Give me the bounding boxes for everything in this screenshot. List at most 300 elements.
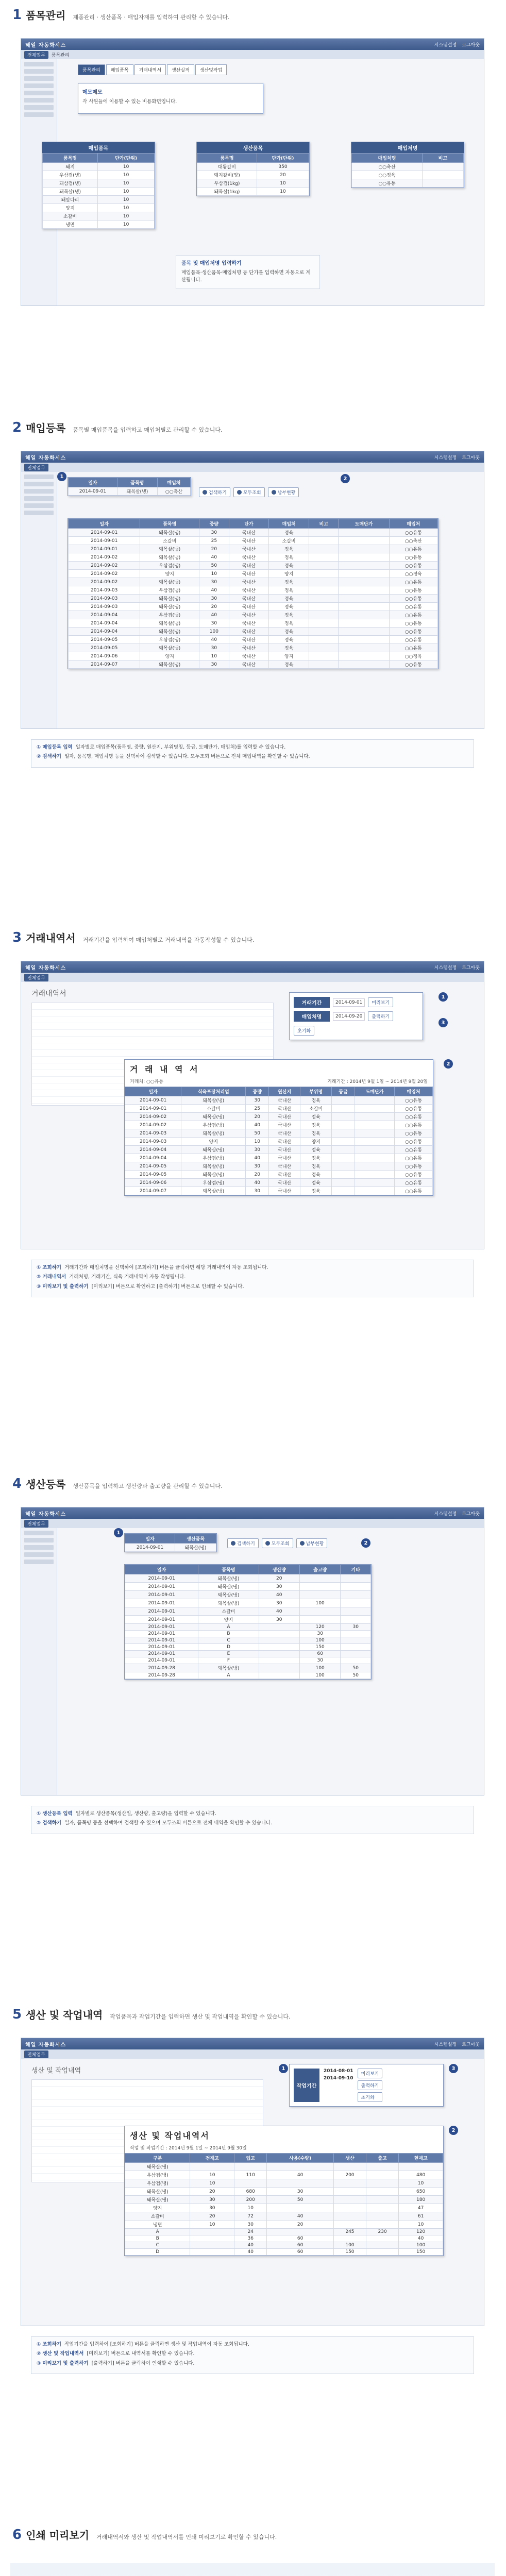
table-cell: 40 bbox=[246, 1154, 269, 1162]
app-window bbox=[21, 451, 484, 729]
form-field[interactable]: 돼목살(냉) bbox=[117, 487, 157, 496]
table-cell bbox=[366, 2249, 399, 2256]
table-cell: 2014-09-01 bbox=[125, 1599, 198, 1607]
memo-text: 각 사원들에 이용할 수 있는 비용화면입니다. bbox=[82, 99, 177, 105]
table-cell: 국내산 bbox=[229, 545, 269, 553]
app-window bbox=[21, 961, 484, 1249]
tab-transactions[interactable]: 거래내역서 bbox=[134, 64, 166, 75]
callout-2: 2 bbox=[341, 474, 350, 483]
logout-link[interactable]: 로그아웃 bbox=[462, 2042, 480, 2047]
app-title: 해일 자동화시스 bbox=[25, 1511, 66, 1517]
app-titlebar bbox=[21, 1507, 484, 1519]
table-cell: 10 bbox=[190, 2179, 234, 2188]
table-row[interactable] bbox=[125, 2249, 443, 2256]
column-header: 매입처명 bbox=[352, 154, 423, 163]
table-row[interactable] bbox=[43, 188, 155, 196]
end-date-field[interactable]: 2014-09-20 bbox=[333, 1012, 365, 1021]
print-button-label: 출력하기 bbox=[372, 1014, 390, 1020]
table-row[interactable] bbox=[125, 2171, 443, 2179]
statement-range: 거래기간 : 2014년 9월 1일 ~ 2014년 9월 20일 bbox=[327, 1079, 428, 1084]
table-cell: 정육 bbox=[269, 636, 309, 644]
table-row[interactable] bbox=[125, 1607, 371, 1616]
table-row[interactable] bbox=[125, 1179, 433, 1187]
table-cell: 국내산 bbox=[269, 1113, 300, 1121]
all-work-chip[interactable]: 전체업무 bbox=[24, 464, 48, 471]
table-row[interactable] bbox=[125, 1129, 433, 1138]
table-row[interactable] bbox=[125, 1657, 371, 1664]
table-cell: 40 bbox=[199, 586, 229, 595]
statement-meta bbox=[125, 1078, 433, 1087]
table-cell: 100 bbox=[299, 1672, 340, 1679]
table-row[interactable] bbox=[69, 611, 438, 619]
all-work-chip[interactable]: 전체업무 bbox=[24, 51, 48, 59]
tab-production[interactable]: 생산실적 bbox=[167, 64, 194, 75]
section-header bbox=[12, 2007, 291, 2022]
print-button[interactable] bbox=[368, 1011, 393, 1021]
end-date-field[interactable]: 2014-09-10 bbox=[324, 2076, 353, 2081]
logout-link[interactable]: 로그아웃 bbox=[462, 42, 480, 48]
table-cell: 10 bbox=[257, 179, 309, 188]
note-tag: ① 생산등록 입력 bbox=[37, 1811, 73, 1817]
table-cell: 10 bbox=[98, 188, 155, 196]
table-row[interactable] bbox=[69, 529, 438, 537]
table-cell: ○○유통 bbox=[395, 1129, 433, 1138]
start-date-field[interactable]: 2014-09-01 bbox=[333, 998, 365, 1007]
table-cell: 국내산 bbox=[229, 660, 269, 669]
statement-vendor: 거래처: ○○유통 bbox=[130, 1079, 164, 1084]
table-row[interactable] bbox=[69, 628, 438, 636]
preview-button-label: 미리보기 bbox=[372, 1001, 390, 1006]
table-row[interactable] bbox=[43, 212, 155, 221]
table-cell: 30 bbox=[259, 1616, 299, 1624]
table-cell: 10 bbox=[98, 196, 155, 204]
table-cell: 100 bbox=[299, 1637, 340, 1644]
note-text: 일자별로 생산품목(생산일, 생산량, 출고량)을 입력할 수 있습니다. bbox=[75, 1811, 216, 1817]
app-subbar bbox=[21, 463, 484, 472]
table-row[interactable] bbox=[125, 1154, 433, 1162]
table-cell: 2014-09-01 bbox=[125, 1637, 198, 1644]
table-cell bbox=[355, 1179, 395, 1187]
table-row[interactable] bbox=[43, 163, 155, 171]
table-row[interactable] bbox=[125, 2221, 443, 2229]
table-cell bbox=[259, 1637, 299, 1644]
table-cell: 2014-09-06 bbox=[69, 652, 140, 660]
table-row[interactable] bbox=[125, 1599, 371, 1607]
note-row bbox=[37, 2341, 468, 2348]
column-header: 품목명 bbox=[140, 519, 199, 529]
table-row[interactable] bbox=[197, 163, 309, 171]
sidebar bbox=[21, 1528, 57, 1795]
table-cell: 30 bbox=[199, 529, 229, 537]
table-cell: 정육 bbox=[300, 1113, 332, 1121]
table-cell: 정육 bbox=[269, 553, 309, 562]
table-cell bbox=[355, 1187, 395, 1195]
table-cell bbox=[190, 2235, 234, 2242]
settings-link[interactable]: 시스템설정 bbox=[434, 965, 457, 971]
section-header bbox=[12, 2527, 277, 2543]
table-row[interactable] bbox=[125, 2229, 443, 2235]
settings-link[interactable]: 시스템설정 bbox=[434, 1511, 457, 1517]
view-all-button[interactable] bbox=[233, 487, 265, 497]
table-row[interactable] bbox=[125, 2242, 443, 2249]
table-row[interactable] bbox=[125, 1631, 371, 1637]
table-cell: 2014-09-28 bbox=[125, 1672, 198, 1679]
app-window bbox=[21, 2038, 484, 2326]
table-row[interactable] bbox=[69, 553, 438, 562]
column-header: 일자 bbox=[69, 519, 140, 529]
section-description: 제품관리 · 생산품목 · 매입자재를 입력하여 관리할 수 있습니다. bbox=[73, 14, 230, 21]
table-cell: 돼목살(냉) bbox=[198, 1583, 259, 1591]
work-doc-range: 작업 및 작업기간 : 2014년 9월 1일 ~ 2014년 9월 30일 bbox=[130, 2146, 247, 2151]
table-row[interactable] bbox=[125, 1583, 371, 1591]
table-cell: C bbox=[198, 1637, 259, 1644]
production-items-table bbox=[197, 153, 309, 196]
table-cell: 2014-09-05 bbox=[69, 636, 140, 644]
table-row[interactable] bbox=[125, 1113, 433, 1121]
table-cell: ○○유통 bbox=[395, 1154, 433, 1162]
column-header: 품목명 bbox=[197, 154, 257, 163]
section-item-management bbox=[0, 7, 506, 316]
table-cell: D bbox=[125, 2249, 190, 2256]
column-header: 단가(단위) bbox=[257, 154, 309, 163]
table-cell bbox=[339, 570, 389, 578]
reset-button[interactable] bbox=[358, 2092, 383, 2102]
section-header bbox=[12, 1476, 223, 1492]
table-cell: 10 bbox=[257, 188, 309, 196]
table-row[interactable] bbox=[125, 1664, 371, 1672]
table-row[interactable] bbox=[69, 570, 438, 578]
column-header: 일자 bbox=[125, 1565, 198, 1574]
logout-link[interactable]: 로그아웃 bbox=[462, 455, 480, 461]
table-cell: 소갈비 bbox=[269, 537, 309, 545]
preview-button[interactable] bbox=[358, 2069, 383, 2078]
table-cell: 돼목살(1kg) bbox=[197, 188, 257, 196]
payment-status-label: 납부현황 bbox=[277, 490, 296, 496]
table-cell bbox=[355, 1154, 395, 1162]
table-cell bbox=[341, 1607, 371, 1616]
logout-link[interactable]: 로그아웃 bbox=[462, 965, 480, 971]
table-cell: 2014-09-02 bbox=[125, 1121, 181, 1129]
table-cell: 돼목살(냉) bbox=[140, 619, 199, 628]
logout-link[interactable]: 로그아웃 bbox=[462, 1511, 480, 1517]
entry-form-table[interactable] bbox=[125, 1534, 216, 1552]
preview-button[interactable] bbox=[368, 997, 393, 1007]
table-cell: 30 bbox=[246, 1162, 269, 1171]
table-row[interactable] bbox=[43, 196, 155, 204]
table-row[interactable] bbox=[125, 1096, 433, 1105]
table-cell: 30 bbox=[199, 578, 229, 586]
note-title: 품목 및 매입처명 입력하기 bbox=[181, 261, 242, 266]
form-field[interactable]: 돼목살(냉) bbox=[175, 1544, 216, 1552]
table-cell: 정육 bbox=[300, 1171, 332, 1179]
all-work-chip[interactable]: 전체업무 bbox=[24, 2050, 48, 2058]
table-cell: 국내산 bbox=[229, 611, 269, 619]
table-cell bbox=[366, 2235, 399, 2242]
table-cell: 30 bbox=[299, 1657, 340, 1664]
table-row[interactable] bbox=[69, 537, 438, 545]
app-titlebar bbox=[21, 961, 484, 973]
table-row[interactable] bbox=[125, 2188, 443, 2196]
callout-1: 1 bbox=[114, 1528, 123, 1537]
table-cell: 2014-09-01 bbox=[125, 1644, 198, 1651]
table-row[interactable] bbox=[43, 204, 155, 212]
table-cell: 2014-09-05 bbox=[125, 1162, 181, 1171]
table-cell: ○○유통 bbox=[389, 619, 437, 628]
table-row[interactable] bbox=[69, 644, 438, 652]
table-cell: F bbox=[198, 1657, 259, 1664]
table-cell: 10 bbox=[399, 2179, 443, 2188]
table-row[interactable] bbox=[125, 2235, 443, 2242]
table-cell: 우삼겹(냉) bbox=[43, 171, 98, 179]
search-button[interactable] bbox=[227, 1538, 259, 1548]
chart-icon bbox=[272, 490, 276, 495]
table-cell: 40 bbox=[199, 636, 229, 644]
print-button[interactable] bbox=[358, 2080, 383, 2090]
table-row[interactable] bbox=[352, 171, 464, 179]
table-cell bbox=[309, 603, 339, 611]
settings-link[interactable]: 시스템설정 bbox=[434, 455, 457, 461]
table-cell: 정육 bbox=[269, 529, 309, 537]
table-row[interactable] bbox=[352, 163, 464, 171]
table-cell: 30 bbox=[190, 2204, 234, 2212]
note-tag: ② 거래내역서 bbox=[37, 1274, 66, 1280]
reset-button[interactable] bbox=[294, 1026, 314, 1036]
section-title: 품목관리 bbox=[26, 9, 66, 22]
table-cell bbox=[355, 1121, 395, 1129]
table-cell: 돼목살(냉) bbox=[198, 1574, 259, 1583]
table-cell bbox=[339, 652, 389, 660]
table-cell: 72 bbox=[234, 2212, 267, 2221]
table-row[interactable] bbox=[125, 1162, 433, 1171]
settings-link[interactable]: 시스템설정 bbox=[434, 42, 457, 48]
start-date-field[interactable]: 2014-08-01 bbox=[324, 2069, 353, 2074]
table-row[interactable] bbox=[197, 179, 309, 188]
table-row[interactable] bbox=[352, 179, 464, 188]
column-header: 원산지 bbox=[269, 1087, 300, 1096]
table-row[interactable] bbox=[43, 171, 155, 179]
column-header: 중량 bbox=[199, 519, 229, 529]
table-row[interactable] bbox=[125, 1105, 433, 1113]
table-row[interactable] bbox=[125, 1146, 433, 1154]
table-cell: 돼목살(냉) bbox=[181, 1187, 246, 1195]
table-cell bbox=[366, 2204, 399, 2212]
tab-purchase-items[interactable]: 매입품목 bbox=[106, 64, 133, 75]
table-cell bbox=[267, 2229, 334, 2235]
table-cell bbox=[309, 611, 339, 619]
table-row[interactable] bbox=[69, 652, 438, 660]
table-row[interactable] bbox=[125, 2163, 443, 2171]
table-cell bbox=[333, 2221, 366, 2229]
table-cell: 100 bbox=[299, 1664, 340, 1672]
table-cell: ○○유통 bbox=[389, 636, 437, 644]
tab-work[interactable]: 생산및작업 bbox=[195, 64, 227, 75]
table-row[interactable] bbox=[125, 1574, 371, 1583]
table-cell bbox=[332, 1096, 355, 1105]
form-field[interactable]: 2014-09-01 bbox=[125, 1544, 175, 1552]
table-cell: 양지 bbox=[125, 2204, 190, 2212]
table-cell: 650 bbox=[399, 2188, 443, 2196]
table-cell: ○○축산 bbox=[389, 537, 437, 545]
note-tag: ② 검색하기 bbox=[37, 1820, 62, 1826]
app-title: 해일 자동화시스 bbox=[25, 455, 66, 461]
table-cell: 국내산 bbox=[229, 595, 269, 603]
table-row[interactable] bbox=[125, 1591, 371, 1599]
note-text: 작업기간을 입력하여 [조회하기] 버튼을 클릭하면 생산 및 작업내역이 자동 조회됩니다. bbox=[64, 2342, 249, 2347]
table-row[interactable] bbox=[125, 1121, 433, 1129]
table-cell: 정육 bbox=[269, 628, 309, 636]
table-cell bbox=[190, 2249, 234, 2256]
form-label: 일자 bbox=[125, 1534, 175, 1544]
work-notes bbox=[31, 2336, 474, 2374]
table-row[interactable] bbox=[125, 2212, 443, 2221]
table-cell bbox=[299, 1574, 340, 1583]
form-label: 일자 bbox=[69, 478, 117, 487]
entry-form-table[interactable] bbox=[68, 478, 191, 496]
table-cell bbox=[259, 1644, 299, 1651]
query-panel bbox=[289, 2064, 444, 2107]
table-row[interactable] bbox=[43, 221, 155, 229]
table-cell bbox=[341, 1616, 371, 1624]
table-cell: 정육 bbox=[300, 1154, 332, 1162]
column-header: 구분 bbox=[125, 2154, 190, 2163]
note-tag: ① 조회하기 bbox=[37, 2342, 62, 2347]
table-cell: 40 bbox=[399, 2235, 443, 2242]
section-number: 6 bbox=[12, 2527, 22, 2543]
all-work-chip[interactable]: 전체업무 bbox=[24, 974, 48, 981]
section-print-preview bbox=[0, 2527, 506, 2576]
column-header: 식육포장처리업 bbox=[181, 1087, 246, 1096]
table-cell bbox=[309, 553, 339, 562]
table-row[interactable] bbox=[69, 545, 438, 553]
panel-production-items bbox=[196, 142, 310, 196]
table-row[interactable] bbox=[125, 2196, 443, 2204]
table-cell bbox=[309, 529, 339, 537]
table-row[interactable] bbox=[197, 188, 309, 196]
table-row[interactable] bbox=[69, 660, 438, 669]
table-cell: 20 bbox=[267, 2221, 334, 2229]
table-cell bbox=[339, 553, 389, 562]
tab-item-management[interactable]: 품목관리 bbox=[78, 64, 105, 75]
note-tag: ② 검색하기 bbox=[37, 754, 62, 760]
table-row[interactable] bbox=[125, 1138, 433, 1146]
search-button[interactable] bbox=[199, 487, 230, 497]
all-work-chip[interactable]: 전체업무 bbox=[24, 1520, 48, 1528]
table-cell bbox=[341, 1631, 371, 1637]
column-header: 매입처 bbox=[395, 1087, 433, 1096]
section-title: 매입등록 bbox=[26, 422, 66, 434]
table-row[interactable] bbox=[125, 1651, 371, 1657]
table-cell: 정육 bbox=[269, 595, 309, 603]
table-row[interactable] bbox=[69, 595, 438, 603]
table-cell bbox=[309, 545, 339, 553]
table-row[interactable] bbox=[125, 2204, 443, 2212]
table-cell: 양지 bbox=[140, 652, 199, 660]
table-cell: 40 bbox=[259, 1591, 299, 1599]
table-cell bbox=[355, 1096, 395, 1105]
table-cell bbox=[309, 636, 339, 644]
payment-status-button[interactable] bbox=[268, 487, 299, 497]
table-cell: 40 bbox=[246, 1179, 269, 1187]
section-number: 2 bbox=[12, 420, 22, 435]
form-label: 매입처 bbox=[157, 478, 190, 487]
table-cell bbox=[190, 2242, 234, 2249]
section-title: 생산 및 작업내역 bbox=[26, 2009, 103, 2021]
table-cell: ○○유통 bbox=[389, 628, 437, 636]
table-cell: 정육 bbox=[300, 1129, 332, 1138]
table-cell: ○○유통 bbox=[395, 1179, 433, 1187]
table-row[interactable] bbox=[125, 1616, 371, 1624]
table-cell: ○○유통 bbox=[389, 578, 437, 586]
payment-status-button[interactable] bbox=[296, 1538, 328, 1548]
table-row[interactable] bbox=[125, 1171, 433, 1179]
table-cell bbox=[309, 652, 339, 660]
note-tag: ③ 미리보기 및 출력하기 bbox=[37, 1283, 89, 1290]
table-cell: 우삼겹(냉) bbox=[181, 1121, 246, 1129]
form-field[interactable]: 2014-09-01 bbox=[69, 487, 117, 496]
section-description: 작업품목과 작업기간을 입력하면 생산 및 작업내역을 확인할 수 있습니다. bbox=[110, 2013, 291, 2020]
table-row[interactable] bbox=[125, 1187, 433, 1195]
screen-title: 생산 및 작업내역 bbox=[31, 2067, 81, 2075]
table-cell bbox=[366, 2196, 399, 2204]
table-row[interactable] bbox=[197, 171, 309, 179]
table-cell: 돼목살(냉) bbox=[181, 1129, 246, 1138]
section-purchase-registration bbox=[0, 420, 506, 822]
table-cell: 2014-09-02 bbox=[69, 570, 140, 578]
table-cell bbox=[339, 578, 389, 586]
table-row[interactable] bbox=[69, 636, 438, 644]
table-cell: 양지 bbox=[300, 1138, 332, 1146]
table-cell: 돼목살(냉) bbox=[140, 628, 199, 636]
reset-button-label: 초기화 bbox=[297, 1029, 311, 1034]
production-table bbox=[125, 1565, 371, 1679]
table-cell bbox=[267, 2163, 334, 2171]
table-cell: 국내산 bbox=[269, 1179, 300, 1187]
table-row[interactable] bbox=[69, 619, 438, 628]
table-row[interactable] bbox=[125, 2179, 443, 2188]
table-cell bbox=[267, 2179, 334, 2188]
table-row[interactable] bbox=[125, 1637, 371, 1644]
table-cell bbox=[333, 2204, 366, 2212]
table-row[interactable] bbox=[43, 179, 155, 188]
table-cell: C bbox=[125, 2242, 190, 2249]
view-all-button[interactable] bbox=[262, 1538, 293, 1548]
panel-purchase-items bbox=[42, 142, 155, 229]
table-cell: 국내산 bbox=[229, 603, 269, 611]
table-cell bbox=[190, 2229, 234, 2235]
period-label: 거래기간 bbox=[294, 997, 330, 1008]
table-cell: 정육 bbox=[269, 545, 309, 553]
table-row[interactable] bbox=[69, 603, 438, 611]
table-row[interactable] bbox=[69, 562, 438, 570]
form-field[interactable]: ○○축산 bbox=[157, 487, 190, 496]
table-row[interactable] bbox=[125, 1672, 371, 1679]
table-cell: 40 bbox=[234, 2249, 267, 2256]
table-row[interactable] bbox=[125, 1644, 371, 1651]
settings-link[interactable]: 시스템설정 bbox=[434, 2042, 457, 2047]
table-cell bbox=[339, 586, 389, 595]
table-cell: 국내산 bbox=[229, 636, 269, 644]
section-header bbox=[12, 930, 254, 945]
table-row[interactable] bbox=[125, 1624, 371, 1631]
column-header: 출고 bbox=[366, 2154, 399, 2163]
table-cell bbox=[339, 619, 389, 628]
table-cell bbox=[333, 2235, 366, 2242]
note-tag: ① 조회하기 bbox=[37, 1265, 62, 1270]
table-cell: 2014-09-04 bbox=[125, 1154, 181, 1162]
table-row[interactable] bbox=[69, 578, 438, 586]
column-header: 비고 bbox=[309, 519, 339, 529]
table-row[interactable] bbox=[69, 586, 438, 595]
